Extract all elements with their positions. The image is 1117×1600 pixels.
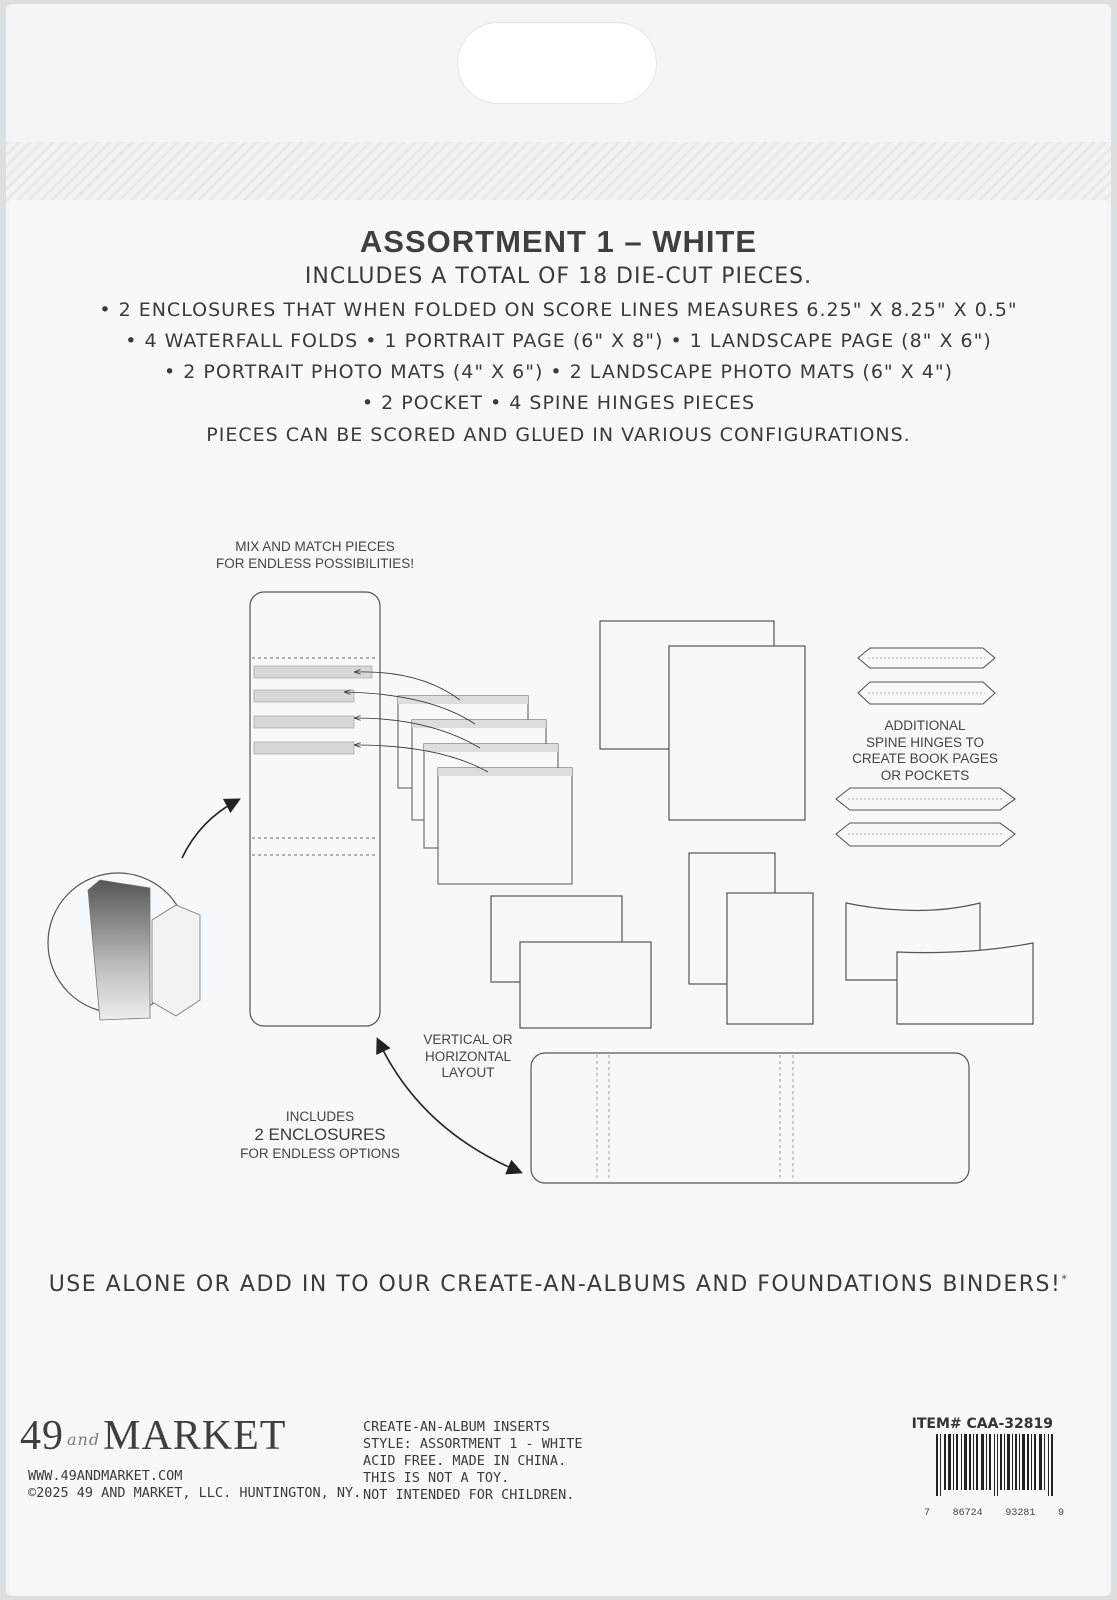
landscape-photo-mat [520, 942, 651, 1028]
product-info-line-1: CREATE-AN-ALBUM INSERTS [363, 1419, 550, 1435]
layout-label [408, 1032, 528, 1082]
barcode-digit-group-4: 9 [1057, 1508, 1064, 1519]
logo-word: MARKET [103, 1413, 287, 1459]
bullet-line-1: • 2 ENCLOSURES THAT WHEN FOLDED ON SCORE LINES MEASURES 6.25" X 8.25" X 0.5" [99, 299, 1018, 321]
includes-line-2: 2 ENCLOSURES [254, 1125, 386, 1144]
product-info [363, 1419, 582, 1504]
barcode-digit-group-1: 7 [924, 1508, 931, 1519]
includes-line-3: FOR ENDLESS OPTIONS [240, 1146, 400, 1161]
bullet-line-3: • 2 PORTRAIT PHOTO MATS (4" X 6") • 2 LANDSCAPE PHOTO MATS (6" X 4") [164, 361, 953, 383]
configuration-note: PIECES CAN BE SCORED AND GLUED IN VARIOUS CONFIGURATIONS. [206, 424, 911, 446]
additional-line-2: SPINE HINGES TO [865, 734, 985, 750]
product-info-line-4: THIS IS NOT A TOY. [363, 1470, 510, 1486]
spine-hinge [858, 648, 995, 668]
bullet-line-2: • 4 WATERFALL FOLDS • 1 PORTRAIT PAGE (6" X 8") • 1 LANDSCAPE PAGE (8" X 6") [125, 330, 992, 352]
pieces-count-text: INCLUDES A TOTAL OF 18 DIE-CUT PIECES. [304, 264, 813, 289]
enclosure-vertical [250, 592, 380, 1026]
additional-line-1: ADDITIONAL [884, 718, 966, 733]
mix-match-line-1: MIX AND MATCH PIECES [235, 539, 395, 554]
spine-hinge [836, 823, 1015, 846]
barcode-digit-group-2: 86724 [952, 1508, 983, 1519]
tagline-asterisk: * [1061, 1272, 1069, 1286]
spine-hinge [858, 682, 995, 704]
waterfall-fold [438, 768, 572, 884]
additional-line-4: OR POCKETS [880, 767, 970, 783]
product-info-line-5: NOT INTENDED FOR CHILDREN. [363, 1487, 575, 1503]
brand-logo [20, 1412, 286, 1460]
additional-hinges-label [845, 718, 1005, 784]
bullet-line-4: • 2 POCKET • 4 SPINE HINGES PIECES [361, 392, 756, 414]
additional-line-3: CREATE BOOK PAGES [852, 751, 998, 766]
copyright-text: ©2025 49 AND MARKET, LLC. HUNTINGTON, NY. [28, 1485, 362, 1501]
barcode-digits [924, 1508, 1064, 1519]
product-info-line-3: ACID FREE. MADE IN CHINA. [363, 1453, 567, 1469]
logo-and: and [67, 1429, 101, 1449]
product-title: ASSORTMENT 1 – WHITE [359, 224, 758, 259]
layout-line-1: VERTICAL OR [423, 1032, 513, 1047]
brand-info [28, 1468, 361, 1502]
portrait-page [669, 646, 805, 820]
product-info-line-2: STYLE: ASSORTMENT 1 - WHITE [363, 1436, 583, 1452]
mix-match-label [200, 538, 430, 572]
logo-number: 49 [20, 1413, 64, 1459]
includes-enclosures-label [220, 1108, 420, 1162]
item-number: ITEM# CAA-32819 [911, 1416, 1053, 1432]
pocket [897, 943, 1033, 1024]
portrait-photo-mat [727, 893, 813, 1024]
barcode-icon [936, 1434, 1056, 1496]
tagline-text: USE ALONE OR ADD IN TO OUR CREATE-AN-ALBUMS AND FOUNDATIONS BINDERS! [48, 1272, 1062, 1297]
barcode-digit-group-3: 93281 [1005, 1508, 1036, 1519]
includes-line-1: INCLUDES [285, 1109, 355, 1124]
tagline [0, 1272, 1117, 1297]
mix-match-line-2: FOR ENDLESS POSSIBILITIES! [215, 556, 415, 571]
layout-line-2: HORIZONTAL [424, 1048, 511, 1064]
website-text: WWW.49ANDMARKET.COM [28, 1468, 183, 1484]
layout-line-3: LAYOUT [441, 1065, 495, 1080]
